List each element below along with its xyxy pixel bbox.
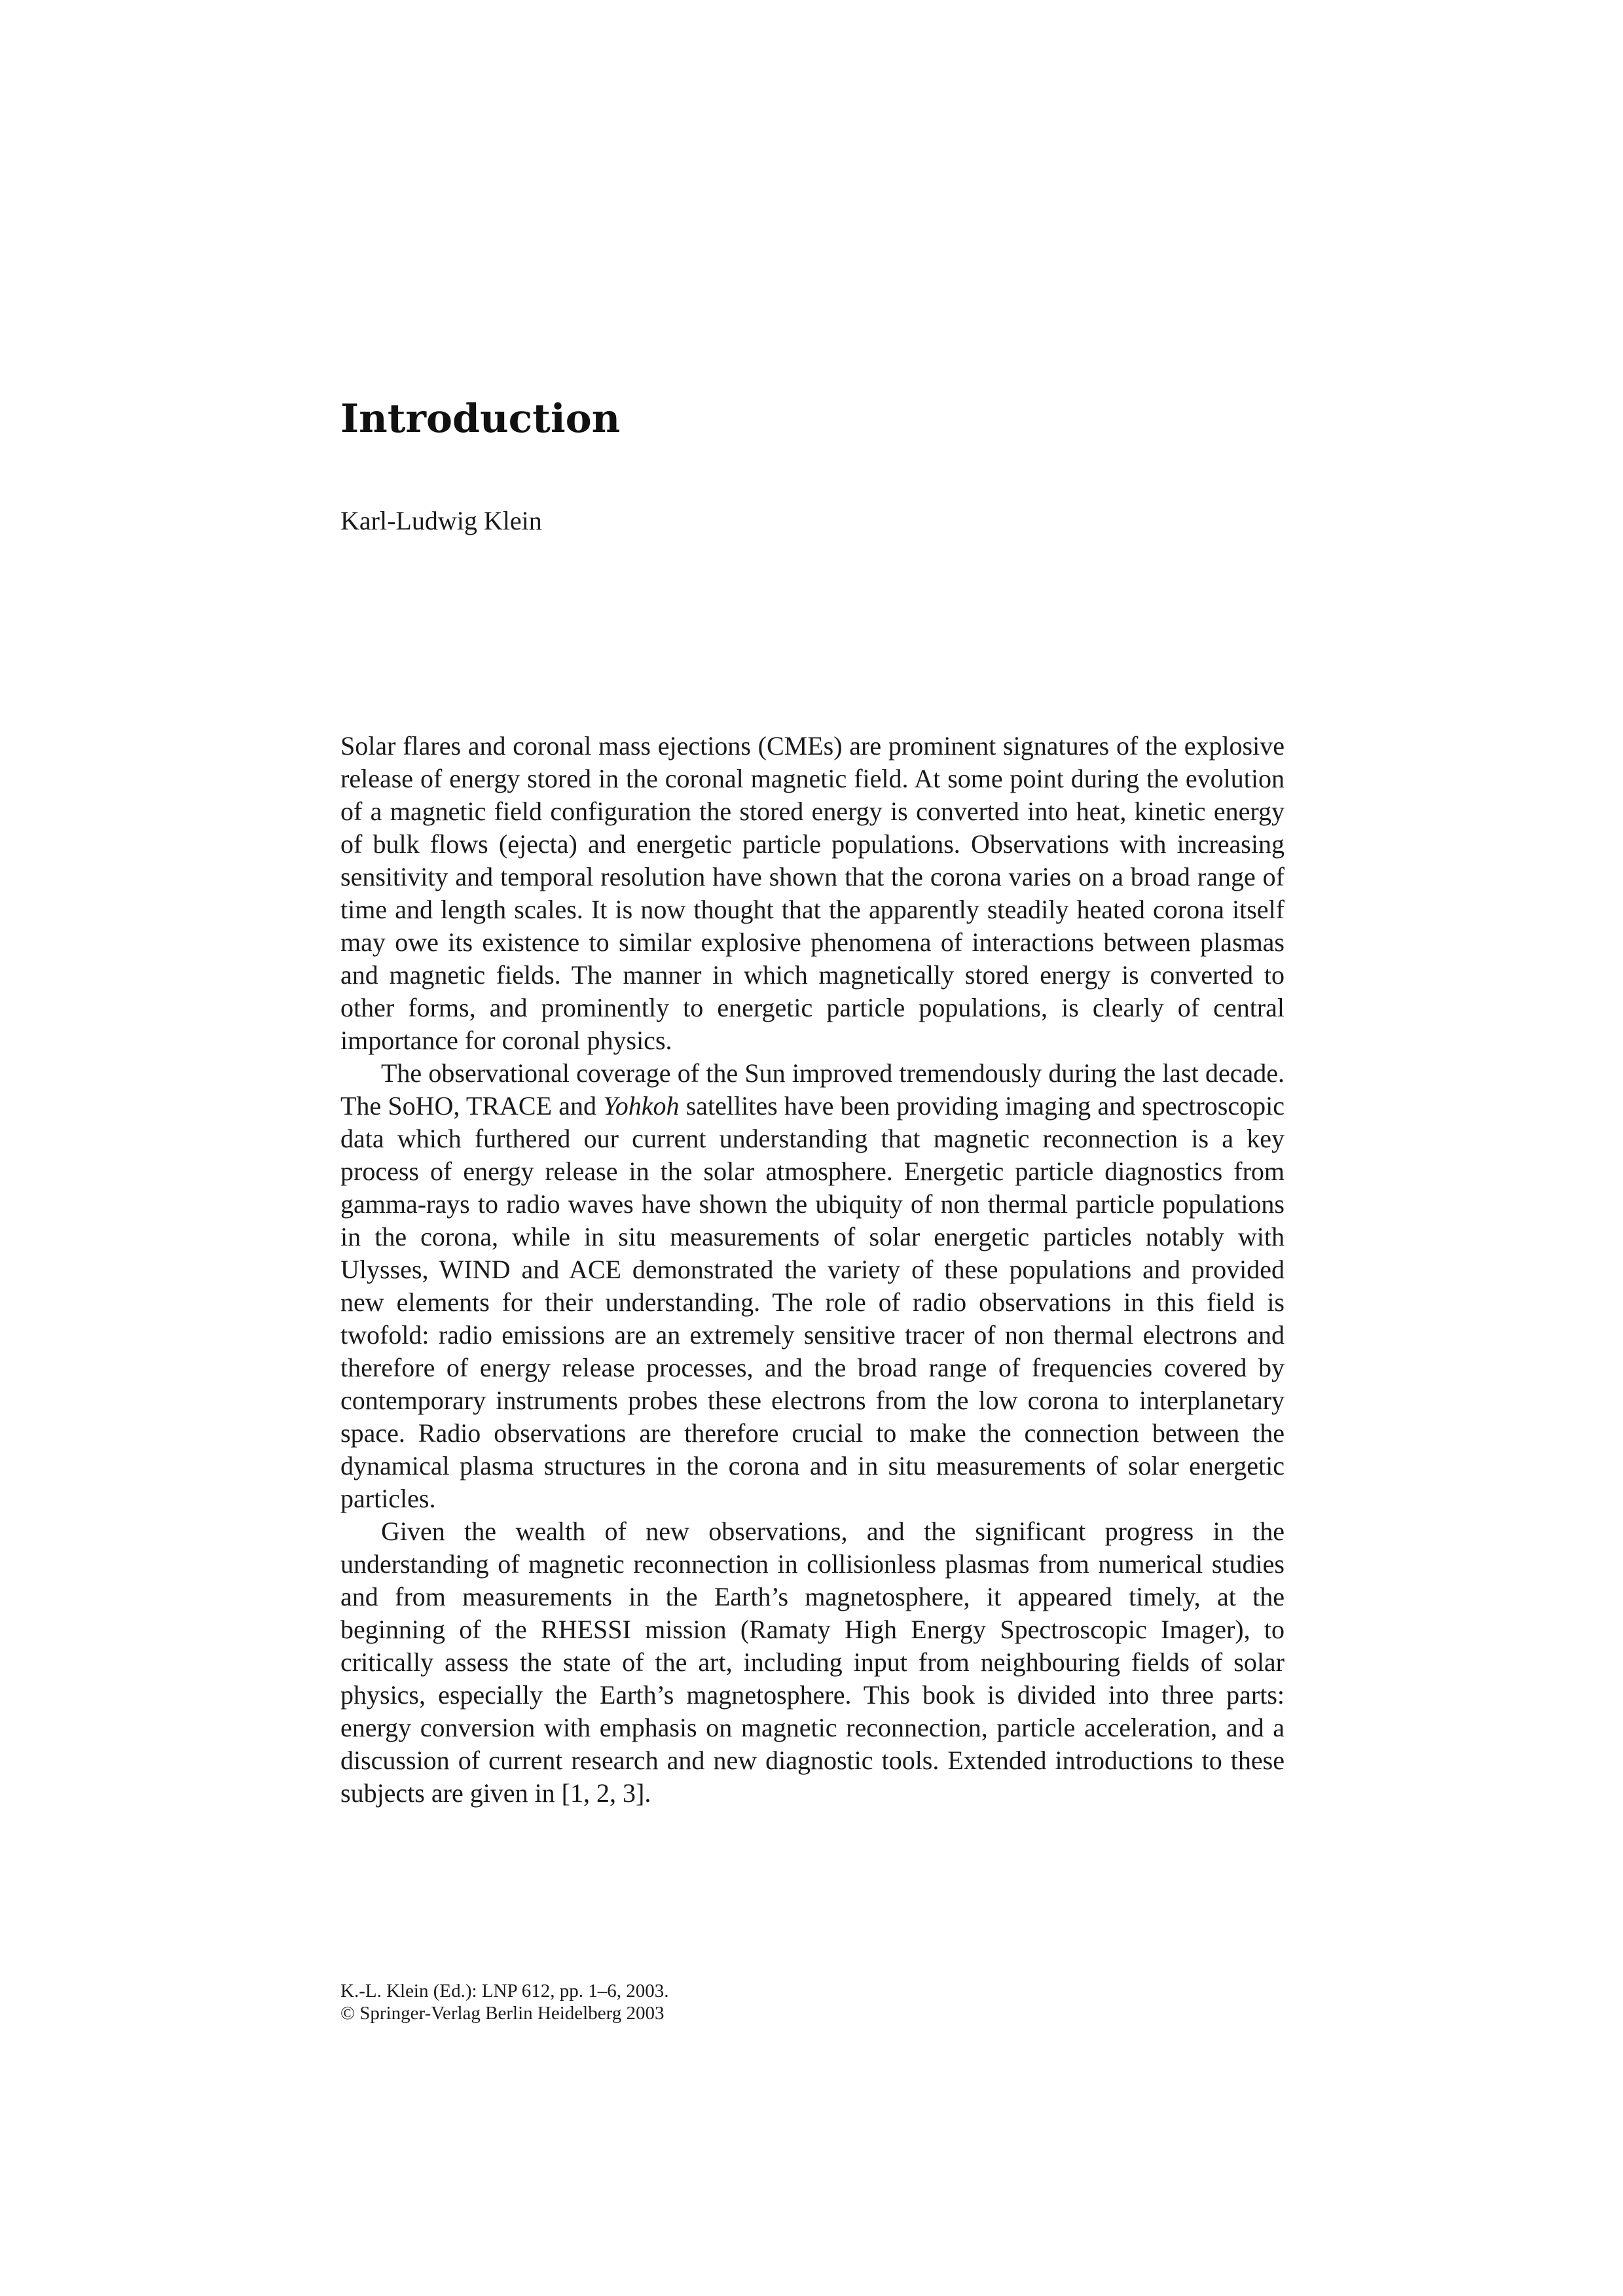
paragraph [340,1515,1285,1810]
paragraph [340,1057,1285,1515]
satellite-name-italic: Yohkoh [603,1091,680,1121]
copyright-line: © Springer-Verlag Berlin Heidelberg 2003 [340,2003,665,2024]
paragraph [340,730,1285,1057]
body-text [340,730,1285,1810]
paragraph-text: satellites have been providing imaging and spectroscopic data which furthered our current understanding that magnetic reconnection is a key process of energy release in the solar atmosphere. Energetic particle diagnostics from gamma-rays to radio waves have shown the ubiquity of non thermal particle populations in the corona, while in situ measurements of solar energetic particles notably with Ulysses, WIND and ACE demonstrated the variety of these populations and provided new elements for their understanding. The role of radio observations in this field is twofold: radio emissions are an extremely sensitive tracer of non thermal electrons and therefore of energy release processes, and the broad range of frequencies covered by contemporary instruments probes these electrons from the low corona to interplanetary space. Radio observations are therefore crucial to make the connection between the dynamical plasma structures in the corona and in situ measurements of solar energetic particles. [340,1091,1285,1513]
footer-citation-block [340,1980,669,2024]
author-name: Karl-Ludwig Klein [340,506,542,535]
citation-line: K.-L. Klein (Ed.): LNP 612, pp. 1–6, 2003. [340,1981,669,2001]
paragraph-text: The observational coverage of the Sun improved tremendously during the last decade. The SoHO, TRACE and [340,1058,1285,1121]
chapter-title: Introduction [340,396,621,442]
paragraph-text: Solar flares and coronal mass ejections (CMEs) are prominent signatures of the explosive release of energy stored in the coronal magnetic field. At some point during the evolution of a magnetic field configuration the stored energy is converted into heat, kinetic energy of bulk flows (ejecta) and energetic particle populations. Observations with increasing sensitivity and temporal resolution have shown that the corona varies on a broad range of time and length scales. It is now thought that the apparently steadily heated corona itself may owe its existence to similar explosive phenomena of interactions between plasmas and magnetic fields. The manner in which magnetically stored energy is converted to other forms, and prominently to energetic particle populations, is clearly of central importance for coronal physics. [340,731,1285,1055]
paragraph-text: Given the wealth of new observations, and the significant progress in the understanding of magnetic reconnection in collisionless plasmas from numerical studies and from measurements in the Earth’s magnetosphere, it appeared timely, at the beginning of the RHESSI mission (Ramaty High Energy Spectroscopic Imager), to critically assess the state of the art, including input from neighbouring fields of solar physics, especially the Earth’s magnetosphere. This book is divided into three parts: energy conversion with emphasis on magnetic reconnection, particle acceleration, and a discussion of current research and new diagnostic tools. Extended introductions to these subjects are given in [1, 2, 3]. [340,1516,1285,1808]
